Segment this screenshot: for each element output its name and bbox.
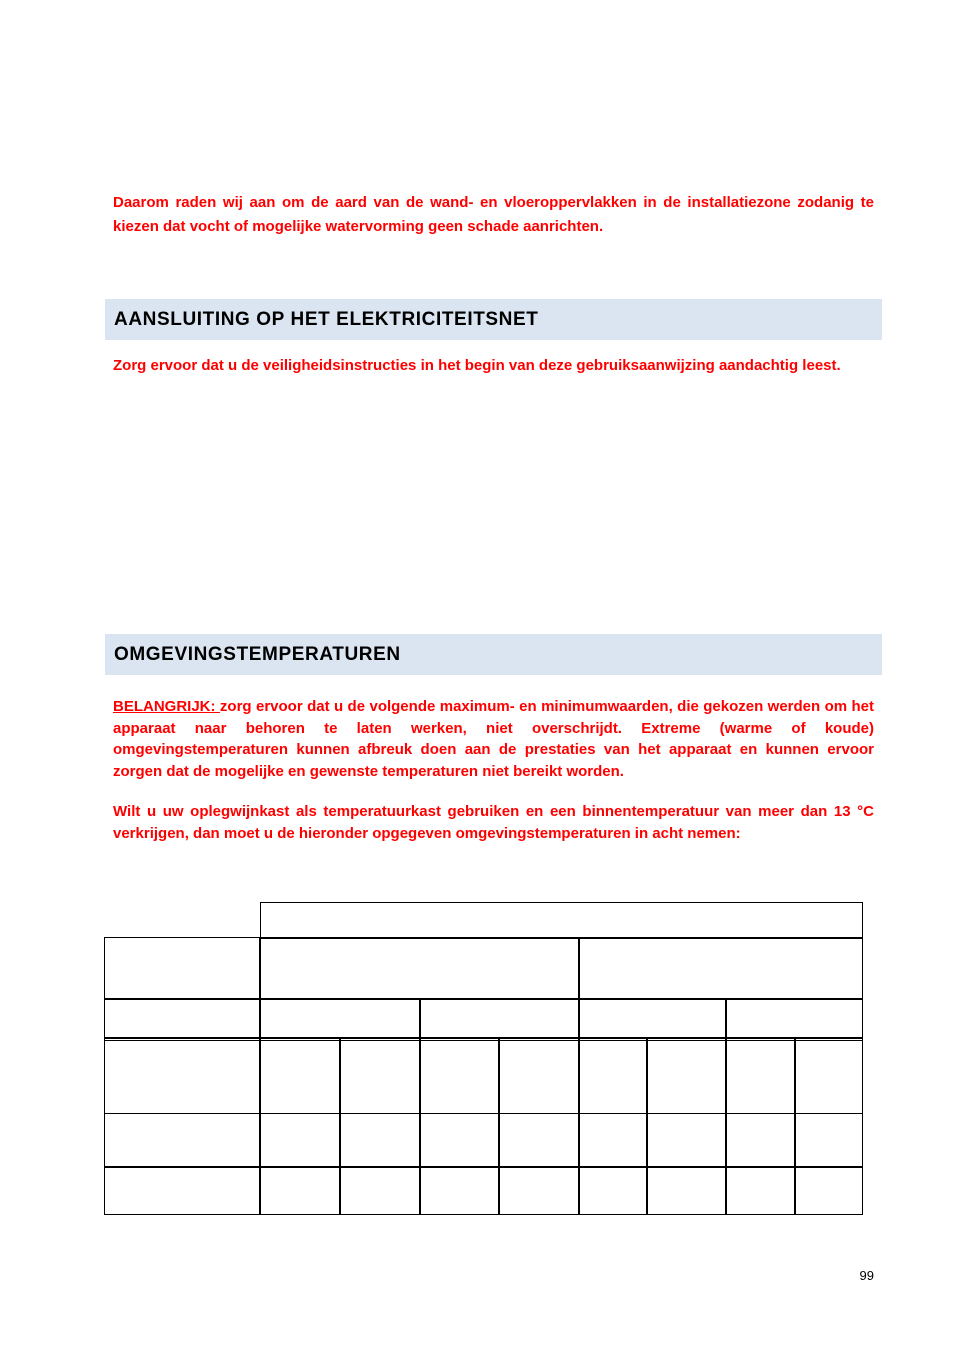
table-vline [794, 1039, 796, 1215]
intro-text: Daarom raden wij aan om de aard van de wand- en vloeroppervlakken in de installatiezone zodanig te kiezen dat vocht of mogelijke watervorming geen schade aanrichten. [113, 194, 874, 235]
table-vline [259, 937, 261, 1215]
table-hline [104, 998, 863, 1000]
table-hline [104, 1040, 863, 1041]
intro-paragraph [113, 191, 874, 239]
table-vline [725, 998, 727, 1215]
table-vline [646, 1039, 648, 1215]
section-heading-electric [105, 299, 882, 340]
table-hline [104, 1166, 863, 1168]
usage-paragraph [113, 801, 874, 844]
table-vline [419, 998, 421, 1215]
important-text: zorg ervoor dat u de volgende maximum- en minimumwaarden, die gekozen werden om het apparaat naar behoren te laten werken, niet overschrijdt. Extreme (warme of koude) omgevingstemperaturen kunnen afbreuk doen aan de prestaties van het apparaat en kunnen ervoor zorgen dat de mogelijke en gewenste temperaturen niet bereikt worden. [113, 698, 875, 780]
usage-text: Wilt u uw oplegwijnkast als temperatuurkast gebruiken en een binnentemperatuur van meer dan 13 °C verkrijgen, dan moet u de hieronder opgegeven omgevingstemperaturen in acht nemen: [113, 803, 874, 842]
table-hline [104, 1037, 863, 1039]
table-header-top [260, 902, 863, 939]
table-vline [498, 1039, 500, 1215]
page-number: 99 [859, 1268, 874, 1283]
section-heading-temperatures-title: OMGEVINGSTEMPERATUREN [114, 643, 401, 665]
table-vline [339, 1039, 341, 1215]
important-paragraph [113, 696, 874, 782]
important-label: BELANGRIJK: [113, 698, 220, 715]
electric-paragraph [113, 354, 874, 378]
table-vline [578, 937, 580, 1215]
section-heading-temperatures [105, 634, 882, 675]
section-heading-electric-title: AANSLUITING OP HET ELEKTRICITEITSNET [114, 308, 539, 330]
table-hline [104, 1113, 863, 1114]
table-frame [104, 937, 863, 1215]
electric-text: Zorg ervoor dat u de veiligheidsinstructies in het begin van deze gebruiksaanwijzing aandachtig leest. [113, 357, 841, 374]
